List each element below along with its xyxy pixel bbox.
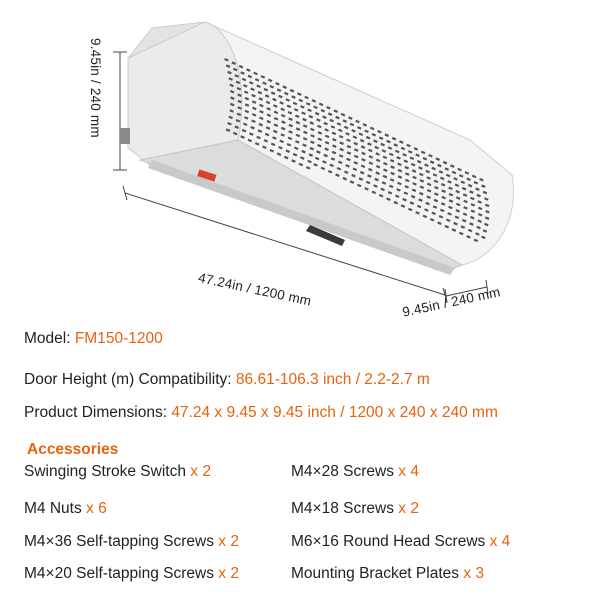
accessory-name: M4×28 Screws [291,463,399,480]
accessory-name: Mounting Bracket Plates [291,565,464,582]
accessory-item [24,565,239,583]
accessory-item [291,500,419,518]
height-dimension-label: 9.45in / 240 mm [88,38,103,138]
accessories-title: Accessories [27,441,119,458]
length-dimension-label: 47.24in / 1200 mm [196,270,313,309]
door-height-spec [24,371,430,389]
height-dimension-line [113,52,127,170]
accessory-item [291,533,510,551]
accessory-name: M4 Nuts [24,500,87,517]
accessory-name: M6×16 Round Head Screws [291,533,490,550]
product-dimensions-spec [24,404,498,422]
accessory-quantity: x 2 [218,533,239,550]
accessory-item [24,533,239,551]
door-height-label: Door Height (m) Compatibility: [24,371,236,388]
accessory-name: M4×20 Self-tapping Screws [24,565,219,582]
accessory-quantity: x 2 [218,565,239,582]
product-dimensions-label: Product Dimensions: [24,404,172,421]
product-dimensions-value: 47.24 x 9.45 x 9.45 inch / 1200 x 240 x 240 mm [171,404,498,421]
accessory-item [24,500,107,518]
accessory-quantity: x 3 [463,565,484,582]
model-label: Model: [24,330,75,347]
accessory-quantity: x 6 [86,500,107,517]
accessory-name: M4×18 Screws [291,500,399,517]
depth-dimension-label: 9.45in / 240 mm [401,284,502,320]
accessory-item [291,463,419,481]
air-curtain-unit [120,22,514,275]
door-height-value: 86.61-106.3 inch / 2.2-2.7 m [235,371,430,388]
accessory-quantity: x 4 [489,533,511,550]
accessory-name: Swinging Stroke Switch [24,463,191,480]
model-value: FM150-1200 [74,330,163,347]
model-spec [24,330,163,348]
accessory-item [24,463,211,481]
accessory-quantity: x 2 [190,463,211,480]
accessory-name: M4×36 Self-tapping Screws [24,533,219,550]
accessory-item [291,565,484,583]
accessory-quantity: x 2 [398,500,419,517]
accessory-quantity: x 4 [398,463,419,480]
